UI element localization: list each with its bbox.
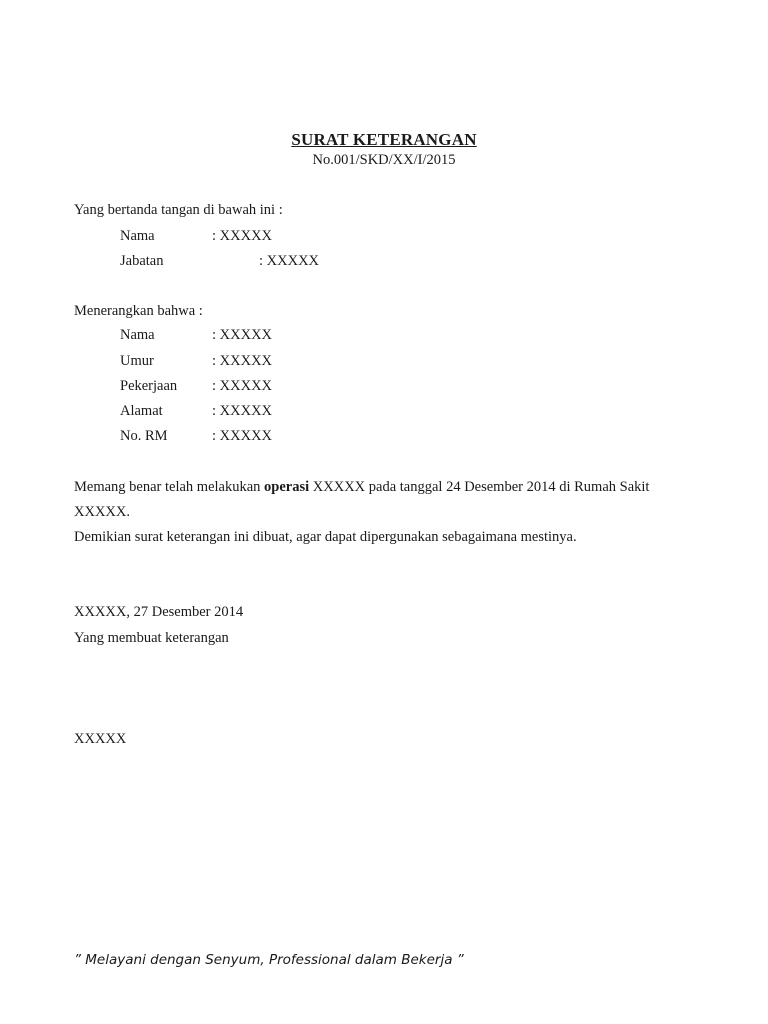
subject-name-label: Nama [120,327,155,343]
place-date: XXXXX, 27 Desember 2014 [74,604,244,620]
body-bold-word: operasi [264,479,310,495]
signer-name-value: : XXXXX [212,228,273,244]
subject-age-value: : XXXXX [212,353,273,369]
subject-address-label: Alamat [120,403,163,419]
subject-job-label: Pekerjaan [120,378,178,394]
states-intro: Menerangkan bahwa : [74,303,203,319]
subject-name-value: : XXXXX [212,327,273,343]
signer-name-label: Nama [120,228,155,244]
subject-job-value: : XXXXX [212,378,273,394]
signer-intro: Yang bertanda tangan di bawah ini : [74,202,283,218]
letter-number: No.001/SKD/XX/I/2015 [312,152,456,168]
closing-sentence: Demikian surat keterangan ini dibuat, agar dapat dipergunakan sebagaimana mestinya. [74,529,577,545]
body-part-3: XXXXX. [74,504,130,520]
letter-title: SURAT KETERANGAN [291,130,477,149]
signer-position-value: : XXXXX [259,253,320,269]
subject-rm-label: No. RM [120,428,168,444]
motto-footer: ” Melayani dengan Senyum, Professional dalam Bekerja ” [74,952,464,968]
body-sentence [74,478,649,496]
subject-age-label: Umur [120,353,154,369]
body-part-1: Memang benar telah melakukan [74,479,265,495]
body-part-2: XXXXX pada tanggal 24 Desember 2014 di Rumah Sakit [309,479,650,495]
maker-label: Yang membuat keterangan [74,630,229,646]
signature-name: XXXXX [74,731,127,747]
subject-address-value: : XXXXX [212,403,273,419]
signer-position-label: Jabatan [120,253,164,269]
subject-rm-value: : XXXXX [212,428,273,444]
